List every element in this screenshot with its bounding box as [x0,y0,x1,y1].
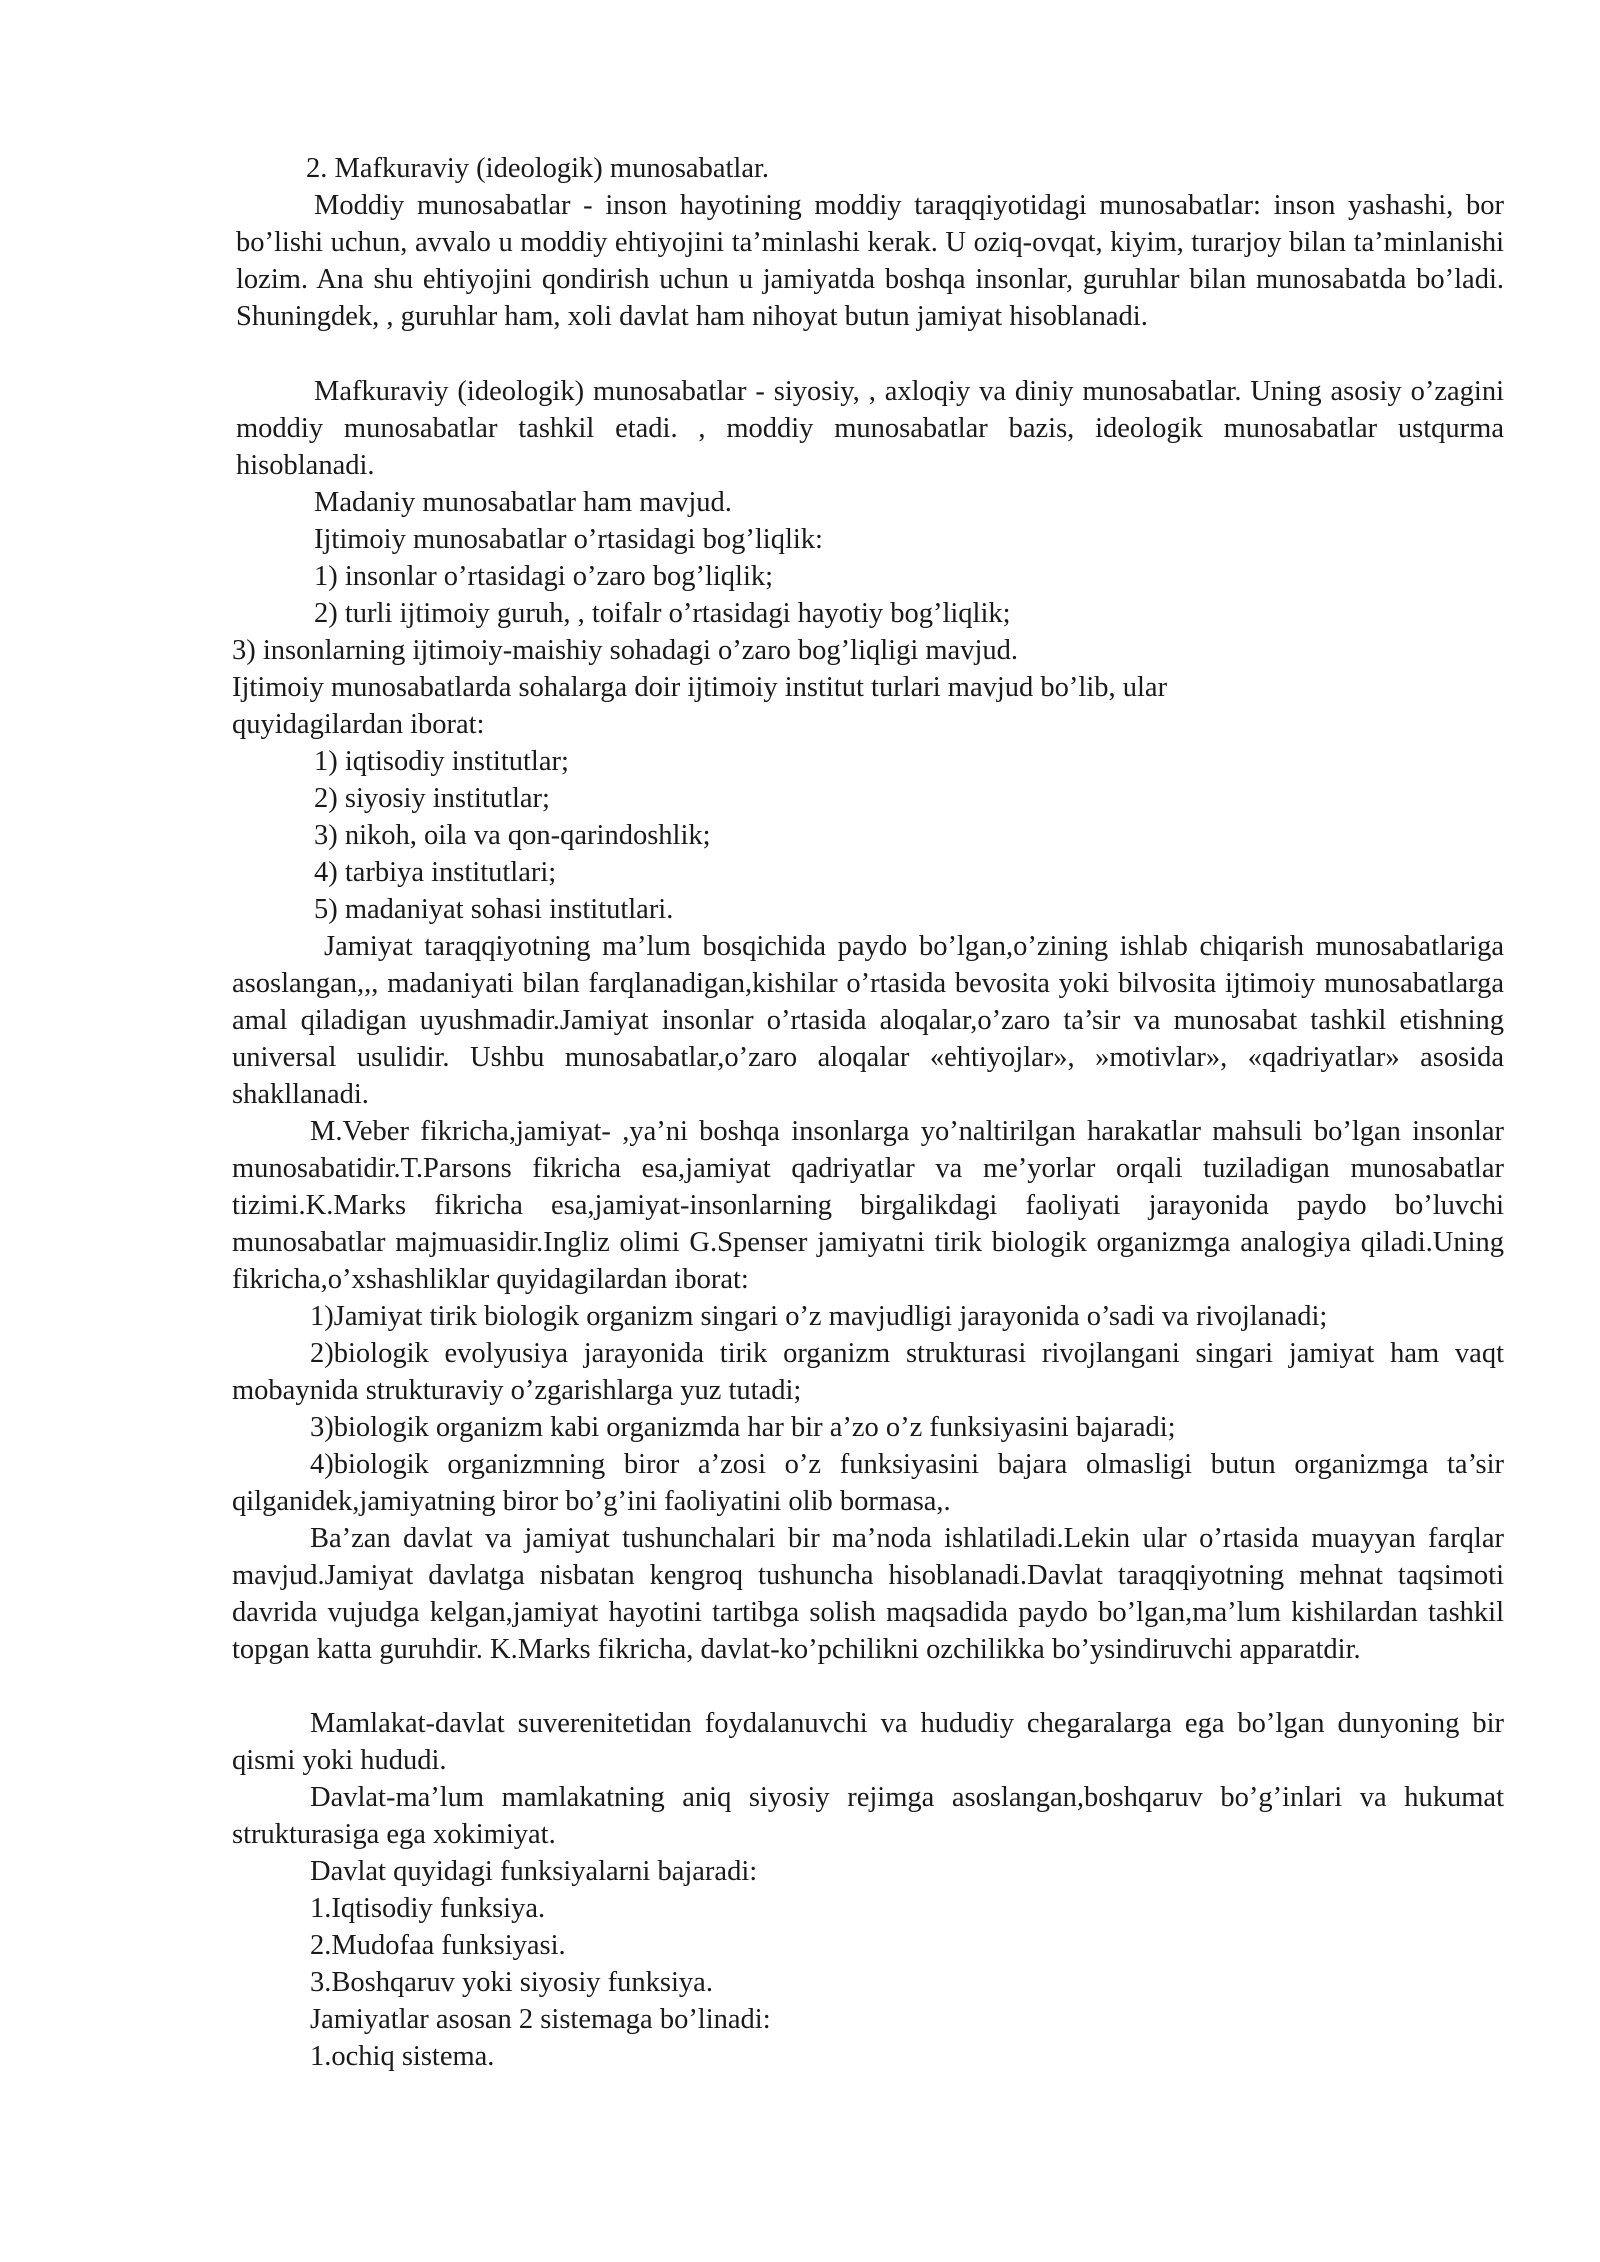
list-item: 3)biologik organizm kabi organizmda har bir a’zo o’z funksiyasini bajaradi; [310,1412,1176,1443]
list-item: 3.Boshqaruv yoki siyosiy funksiya. [310,1967,713,1998]
list-item: 2) turli ijtimoiy guruh, , toifalr o’rtasidagi hayotiy bog’liqlik; [314,598,1011,629]
list-item: 1.Iqtisodiy funksiya. [310,1893,546,1924]
paragraph: Ba’zan davlat va jamiyat tushunchalari bir ma’noda ishlatiladi.Lekin ular o’rtasida muayyan farqlar mavjud.Jamiyat davlatga nisbatan kengroq tushuncha hisoblanadi.Davlat taraqqiyotning mehnat taqsimoti davrida vujudga kelgan,jamiyat hayotini tartibga solish maqsadida paydo bo’lgan,ma’lum kishilardan tashkil topgan katta guruhdir. K.Marks fikricha, davlat-ko’pchilikni ozchilikka bo’ysindiruvchi apparatdir. [232,1523,1504,1665]
paragraph: Madaniy munosabatlar ham mavjud. [314,487,732,518]
list-item: 1) insonlar o’rtasidagi o’zaro bog’liqlik; [314,561,774,592]
list-item: 3) insonlarning ijtimoiy-maishiy sohadagi o’zaro bog’liqligi mavjud. [232,635,1019,666]
list-item: 1) iqtisodiy institutlar; [314,746,569,777]
paragraph: Ijtimoiy munosabatlar o’rtasidagi bog’liqlik: [314,524,823,555]
paragraph: Jamiyat taraqqiyotning ma’lum bosqichida paydo bo’lgan,o’zining ishlab chiqarish munosabatlariga asoslangan,,, madaniyati bilan farqlanadigan,kishilar o’rtasida bevosita yoki bilvosita ijtimoiy munosabatlarga amal qiladigan uyushmadir.Jamiyat insonlar o’rtasida aloqalar,o’zaro ta’sir va munosabat tashkil etishning universal usulidir. Ushbu munosabatlar,o’zaro aloqalar «ehtiyojlar», »motivlar», «qadriyatlar» asosida shakllanadi. [232,931,1504,1110]
list-item: 4) tarbiya institutlari; [314,857,557,888]
paragraph: Davlat-ma’lum mamlakatning aniq siyosiy rejimga asoslangan,boshqaruv bo’g’inlari va hukumat strukturasiga ega xokimiyat. [232,1782,1504,1850]
paragraph: Davlat quyidagi funksiyalarni bajaradi: [310,1856,758,1887]
section-heading: 2. Mafkuraviy (ideologik) munosabatlar. [306,153,770,184]
paragraph: Ijtimoiy munosabatlarda sohalarga doir ijtimoiy institut turlari mavjud bo’lib, ular [232,672,1168,703]
list-item: 1.ochiq sistema. [310,2041,495,2072]
paragraph: Mafkuraviy (ideologik) munosabatlar - siyosiy, , axloqiy va diniy munosabatlar. Uning asosiy o’zagini moddiy munosabatlar tashkil etadi. , moddiy munosabatlar bazis, ideologik munosabatlar ustqurma hisoblanadi. [236,376,1504,481]
list-item: 5) madaniyat sohasi institutlari. [314,894,674,925]
list-item: 4)biologik organizmning biror a’zosi o’z funksiyasini bajara olmasligi butun organizmga ta’sir qilganidek,jamiyatning biror bo’g’ini faoliyatini olib bormasa,. [232,1449,1504,1517]
paragraph: M.Veber fikricha,jamiyat- ,ya’ni boshqa insonlarga yo’naltirilgan harakatlar mahsuli bo’lgan insonlar munosabatidir.T.Parsons fikricha esa,jamiyat qadriyatlar va me’yorlar orqali tuziladigan munosabatlar tizimi.K.Marks fikricha esa,jamiyat-insonlarning birgalikdagi faoliyati jarayonida paydo bo’luvchi munosabatlar majmuasidir.Ingliz olimi G.Spenser jamiyatni tirik biologik organizmga analogiya qiladi.Uning fikricha,o’xshashliklar quyidagilardan iborat: [232,1116,1504,1295]
list-item: 3) nikoh, oila va qon-qarindoshlik; [314,820,711,851]
list-item: 1)Jamiyat tirik biologik organizm singari o’z mavjudligi jarayonida o’sadi va rivojlanadi; [310,1301,1328,1332]
paragraph: Jamiyatlar asosan 2 sistemaga bo’linadi: [310,2004,771,2035]
paragraph: Moddiy munosabatlar - inson hayotining moddiy taraqqiyotidagi munosabatlar: inson yashashi, bor bo’lishi uchun, avvalo u moddiy ehtiyojini ta’minlashi kerak. U oziq-ovqat, kiyim, turarjoy bilan ta’minlanishi lozim. Ana shu ehtiyojini qondirish uchun u jamiyatda boshqa insonlar, guruhlar bilan munosabatda bo’ladi. Shuningdek, , guruhlar ham, xoli davlat ham nihoyat butun jamiyat hisoblanadi. [236,190,1504,332]
paragraph: Mamlakat-davlat suverenitetidan foydalanuvchi va hududiy chegaralarga ega bo’lgan dunyoning bir qismi yoki hududi. [232,1708,1504,1776]
list-item: 2.Mudofaa funksiyasi. [310,1930,566,1961]
list-item: 2)biologik evolyusiya jarayonida tirik organizm strukturasi rivojlangani singari jamiyat ham vaqt mobaynida strukturaviy o’zgarishlarga yuz tutadi; [232,1338,1504,1406]
paragraph: quyidagilardan iborat: [232,709,485,740]
list-item: 2) siyosiy institutlar; [314,783,550,814]
